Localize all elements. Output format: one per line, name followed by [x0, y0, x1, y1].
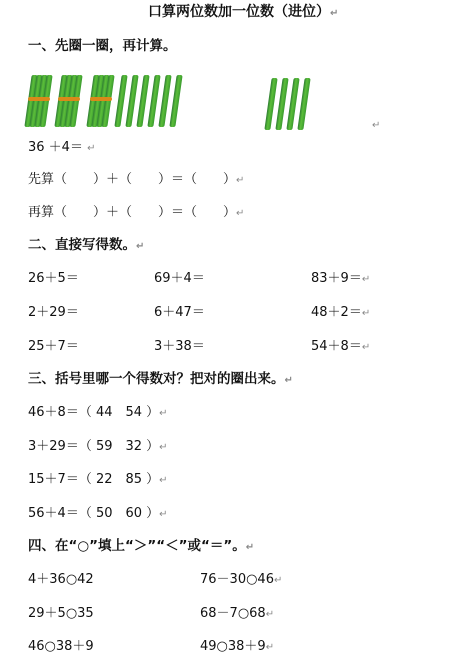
compare-2-2: 68－7○68↵ [200, 606, 275, 621]
problem-2-3-3: 54＋8＝↵ [311, 339, 371, 354]
stick-bundle-3 [90, 75, 110, 127]
choice-problem-1: 46＋8＝（ 44 54 ）↵ [28, 405, 168, 420]
problem-2-3-1: 25＋7＝ [28, 339, 79, 354]
problem-2-3-2: 3＋38＝ [154, 339, 205, 354]
expression: 36 ＋4＝ ↵ [28, 140, 96, 155]
choice-problem-4: 56＋4＝（ 50 60 ）↵ [28, 506, 168, 521]
problem-2-1-3: 83＋9＝↵ [311, 271, 371, 286]
choice-problem-2: 3＋29＝（ 59 32 ）↵ [28, 439, 168, 454]
loose-sticks-6 [118, 75, 188, 127]
section-4-heading: 四、在“○”填上“＞”“＜”或“＝”。↵ [28, 538, 255, 554]
loose-sticks-4 [268, 78, 318, 130]
first-step-line: 先算（ ）＋（ ）＝（ ）↵ [28, 172, 245, 187]
second-step-line: 再算（ ）＋（ ）＝（ ）↵ [28, 205, 245, 220]
compare-1-1: 4＋36○42 [28, 572, 94, 587]
compare-3-2: 49○38＋9↵ [200, 639, 275, 654]
problem-2-2-3: 48＋2＝↵ [311, 305, 371, 320]
problem-2-2-1: 2＋29＝ [28, 305, 79, 320]
compare-2-1: 29＋5○35 [28, 606, 94, 621]
paragraph-mark: ↵ [372, 120, 381, 131]
problem-2-1-2: 69＋4＝ [154, 271, 205, 286]
stick-bundle-1 [28, 75, 48, 127]
compare-1-2: 76－30○46↵ [200, 572, 283, 587]
problem-2-1-1: 26＋5＝ [28, 271, 79, 286]
section-1-heading: 一、先圈一圈，再计算。 [28, 38, 177, 54]
stick-bundle-2 [58, 75, 78, 127]
section-2-heading: 二、直接写得数。↵ [28, 237, 145, 253]
problem-2-2-2: 6＋47＝ [154, 305, 205, 320]
compare-3-1: 46○38＋9 [28, 639, 94, 654]
page-title: 口算两位数加一位数（进位）↵ [148, 4, 339, 20]
section-3-heading: 三、括号里哪一个得数对？把对的圈出来。↵ [28, 371, 293, 387]
choice-problem-3: 15＋7＝（ 22 85 ）↵ [28, 472, 168, 487]
